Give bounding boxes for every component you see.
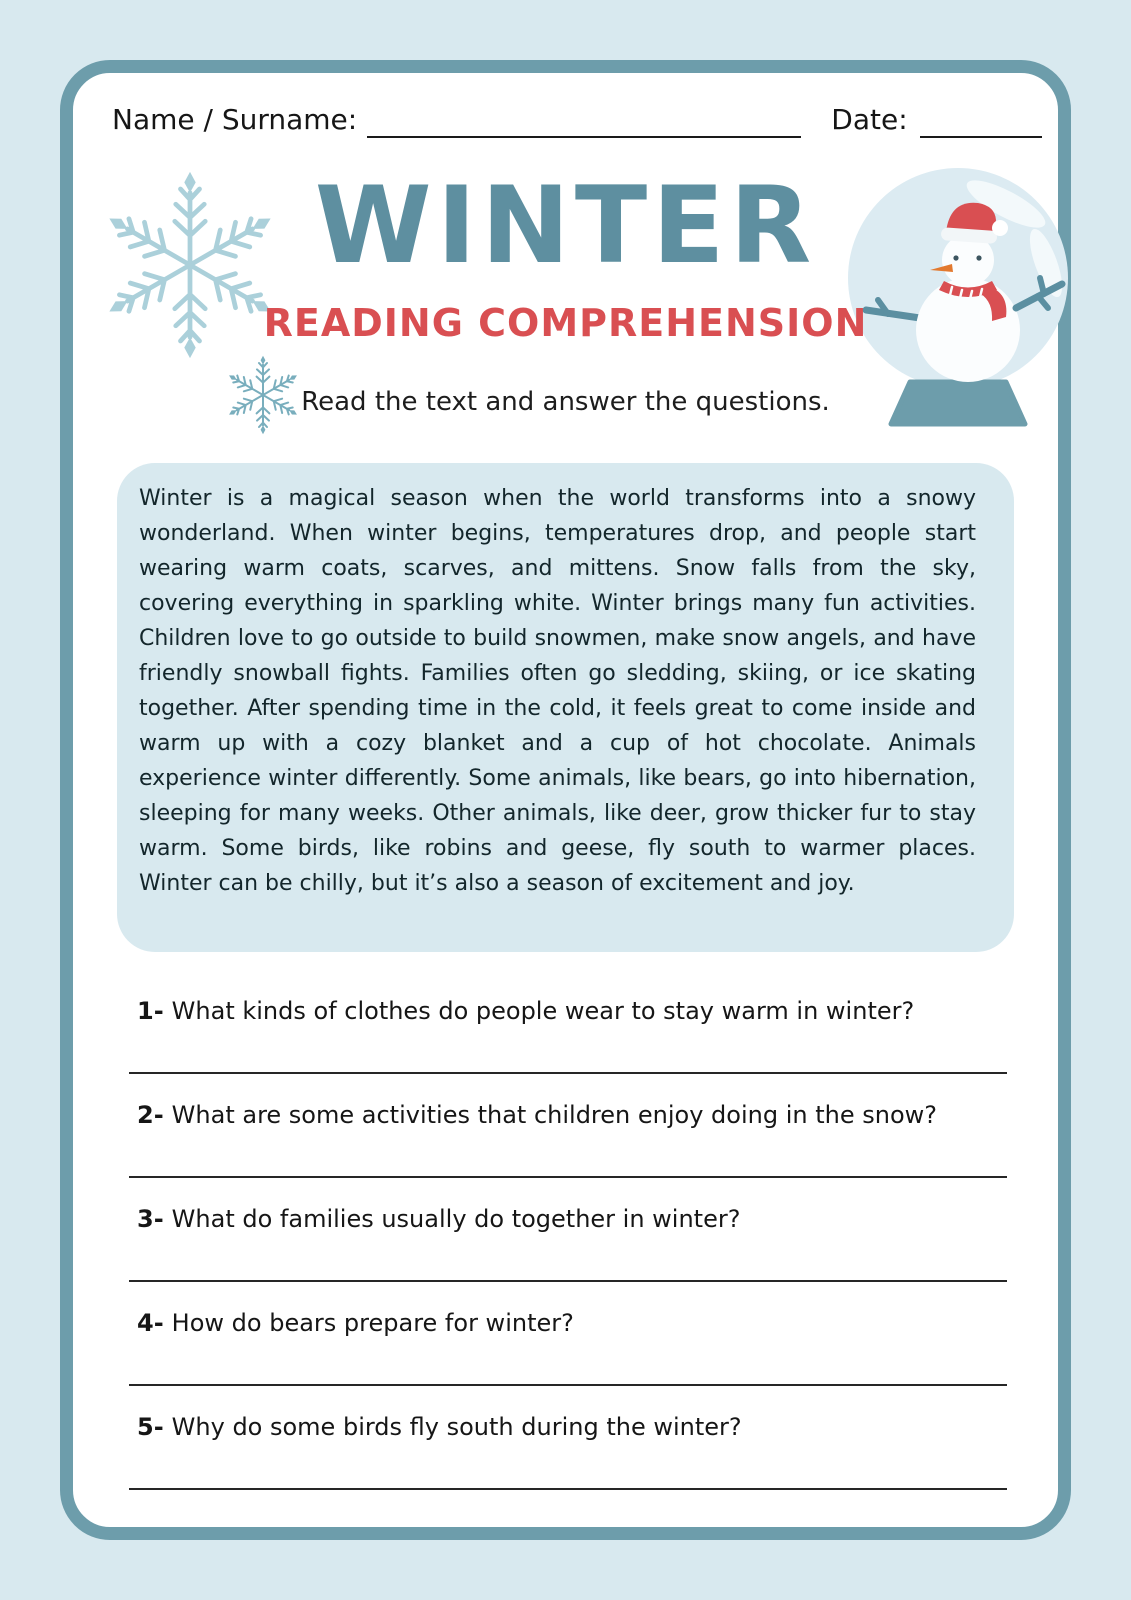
page-subtitle: READING COMPREHENSION bbox=[263, 301, 868, 345]
question-row bbox=[129, 996, 1007, 1026]
answer-line[interactable] bbox=[129, 1072, 1007, 1074]
page-title: WINTER bbox=[314, 164, 817, 287]
question-row bbox=[129, 1100, 1007, 1130]
date-label: Date: bbox=[831, 103, 908, 136]
answer-line[interactable] bbox=[129, 1280, 1007, 1282]
name-input-line[interactable] bbox=[367, 108, 801, 138]
question-number: 1- bbox=[137, 997, 164, 1025]
question-number: 5- bbox=[137, 1413, 164, 1441]
question-text: What do families usually do together in winter? bbox=[171, 1205, 741, 1233]
worksheet-card bbox=[60, 60, 1071, 1540]
question-number: 4- bbox=[137, 1309, 164, 1337]
answer-line[interactable] bbox=[129, 1488, 1007, 1490]
passage-box bbox=[117, 463, 1014, 952]
question-text: Why do some birds fly south during the winter? bbox=[171, 1413, 742, 1441]
question-row bbox=[129, 1412, 1007, 1442]
question-row bbox=[129, 1204, 1007, 1234]
question-text: How do bears prepare for winter? bbox=[171, 1309, 574, 1337]
name-label: Name / Surname: bbox=[112, 103, 358, 136]
questions-section bbox=[129, 970, 1007, 1490]
answer-line[interactable] bbox=[129, 1384, 1007, 1386]
header-row bbox=[112, 103, 1042, 138]
question-row bbox=[129, 1308, 1007, 1338]
question-text: What are some activities that children enjoy doing in the snow? bbox=[171, 1101, 937, 1129]
question-number: 2- bbox=[137, 1101, 164, 1129]
question-text: What kinds of clothes do people wear to stay warm in winter? bbox=[171, 997, 915, 1025]
instruction-text: Read the text and answer the questions. bbox=[301, 387, 830, 417]
answer-line[interactable] bbox=[129, 1176, 1007, 1178]
date-input-line[interactable] bbox=[920, 108, 1042, 138]
passage-text: Winter is a magical season when the world transforms into a snowy wonderland. When winter begins, temperatures drop, and people start wearing warm coats, scarves, and mittens. Snow falls from the sky, covering everything in sparkling white. Winter brings many fun activities. Children love to go outside to build snowmen, make snow angels, and have friendly snowball fights. Families often go sledding, skiing, or ice skating together. After spending time in the cold, it feels great to come inside and warm up with a cozy blanket and a cup of hot chocolate. Animals experience winter differently. Some animals, like bears, go into hibernation, sleeping for many weeks. Other animals, like deer, grow thicker fur to stay warm. Some birds, like robins and geese, fly south to warmer places. Winter can be chilly, but it’s also a season of excitement and joy. bbox=[139, 486, 976, 896]
question-number: 3- bbox=[137, 1205, 164, 1233]
